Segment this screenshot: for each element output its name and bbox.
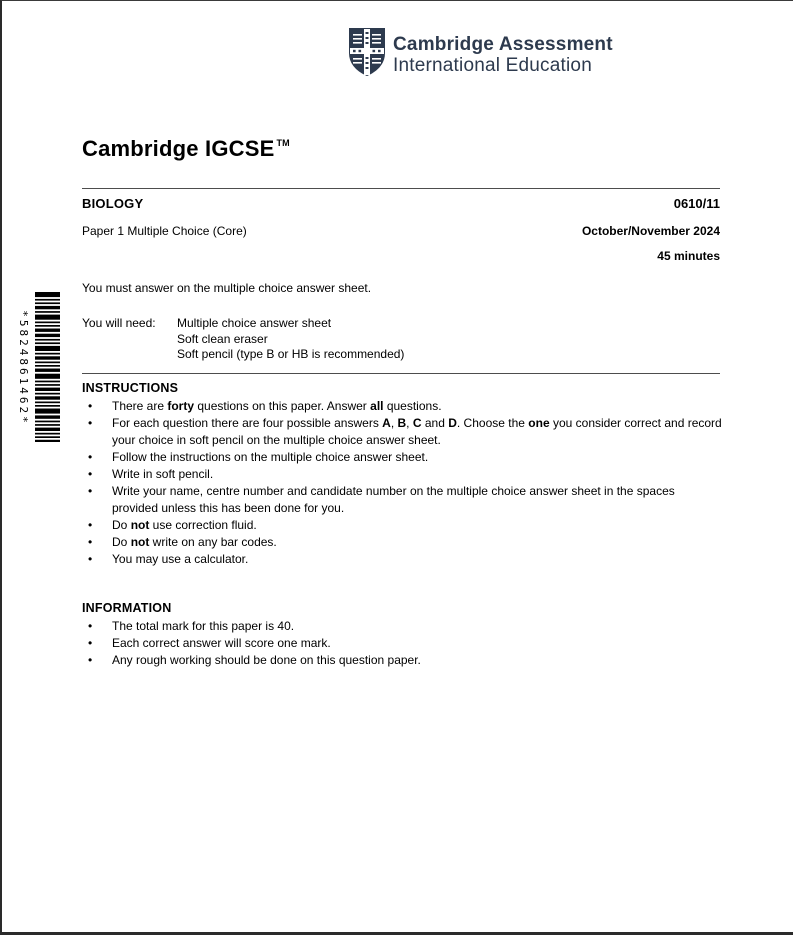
list-item-text: Soft pencil (type B or HB is recommended) bbox=[177, 347, 405, 361]
list-item bbox=[82, 483, 724, 517]
list-item bbox=[177, 347, 404, 363]
list-item-text: There are forty questions on this paper. Answer all questions. bbox=[112, 399, 442, 413]
bullet-icon: • bbox=[88, 416, 93, 430]
doc-title bbox=[82, 136, 288, 162]
list-item-text: Do not write on any bar codes. bbox=[112, 535, 277, 549]
list-item-text: Write in soft pencil. bbox=[112, 467, 214, 481]
header-rule-top bbox=[82, 188, 720, 189]
you-will-need-items bbox=[177, 316, 404, 363]
list-item-text: Any rough working should be done on this question paper. bbox=[112, 653, 421, 667]
cambridge-logo bbox=[349, 28, 613, 81]
you-will-need-label: You will need: bbox=[82, 316, 156, 330]
list-item bbox=[177, 316, 404, 332]
instructions-rule bbox=[82, 373, 720, 374]
list-item bbox=[82, 618, 724, 635]
information-heading: INFORMATION bbox=[82, 601, 172, 615]
bullet-icon: • bbox=[88, 535, 93, 549]
subject-name: BIOLOGY bbox=[82, 196, 144, 211]
list-item bbox=[82, 449, 724, 466]
list-item bbox=[82, 652, 724, 669]
bullet-icon: • bbox=[88, 518, 93, 532]
list-item bbox=[82, 415, 724, 449]
list-item-text: Follow the instructions on the multiple choice answer sheet. bbox=[112, 450, 429, 464]
exam-session: October/November 2024 bbox=[581, 224, 720, 238]
list-item-text: You may use a calculator. bbox=[112, 552, 249, 566]
information-list bbox=[82, 618, 724, 669]
answer-note: You must answer on the multiple choice answer sheet. bbox=[82, 281, 372, 295]
paper-title: Paper 1 Multiple Choice (Core) bbox=[82, 224, 247, 238]
list-item bbox=[82, 635, 724, 652]
instructions-heading: INSTRUCTIONS bbox=[82, 381, 179, 395]
bullet-icon: • bbox=[88, 484, 93, 498]
list-item-text: Soft clean eraser bbox=[177, 331, 268, 346]
logo-line-1: Cambridge Assessment bbox=[393, 33, 613, 55]
barcode-bars-image bbox=[35, 292, 60, 449]
bullet-icon: • bbox=[88, 636, 93, 650]
paper-code: 0610/11 bbox=[673, 196, 720, 211]
trademark-symbol: TM bbox=[276, 137, 290, 148]
logo-line-2: International Education bbox=[393, 54, 592, 76]
list-item-text: Each correct answer will score one mark. bbox=[112, 636, 331, 650]
list-item bbox=[177, 332, 404, 348]
bullet-icon: • bbox=[88, 552, 93, 566]
list-item-text: Multiple choice answer sheet bbox=[177, 316, 332, 330]
barcode-number: *5824861462* bbox=[17, 310, 30, 426]
list-item-text: Write your name, centre number and candidate number on the multiple choice answer sheet in the spaces provided unless this has been done for you. bbox=[112, 484, 675, 515]
list-item bbox=[82, 398, 724, 415]
bullet-icon: • bbox=[88, 653, 93, 667]
bullet-icon: • bbox=[88, 399, 93, 413]
list-item bbox=[82, 466, 724, 483]
bullet-icon: • bbox=[88, 619, 93, 633]
list-item bbox=[82, 517, 724, 534]
bullet-icon: • bbox=[88, 450, 93, 464]
list-item bbox=[82, 551, 724, 568]
you-will-need bbox=[82, 316, 404, 363]
exam-header bbox=[82, 196, 720, 263]
list-item bbox=[82, 534, 724, 551]
bullet-icon: • bbox=[88, 467, 93, 481]
list-item-text: Do not use correction fluid. bbox=[112, 518, 257, 532]
list-item-text: For each question there are four possible answers A, B, C and D. Choose the one you consider correct and record your choice in soft pencil on the multiple choice answer sheet. bbox=[112, 416, 722, 447]
doc-title-text: Cambridge IGCSE bbox=[82, 136, 275, 161]
cambridge-shield-icon bbox=[349, 28, 385, 81]
instructions-list bbox=[82, 398, 724, 568]
logo-text bbox=[393, 34, 613, 76]
list-item-text: The total mark for this paper is 40. bbox=[112, 619, 295, 633]
exam-duration: 45 minutes bbox=[657, 249, 720, 263]
